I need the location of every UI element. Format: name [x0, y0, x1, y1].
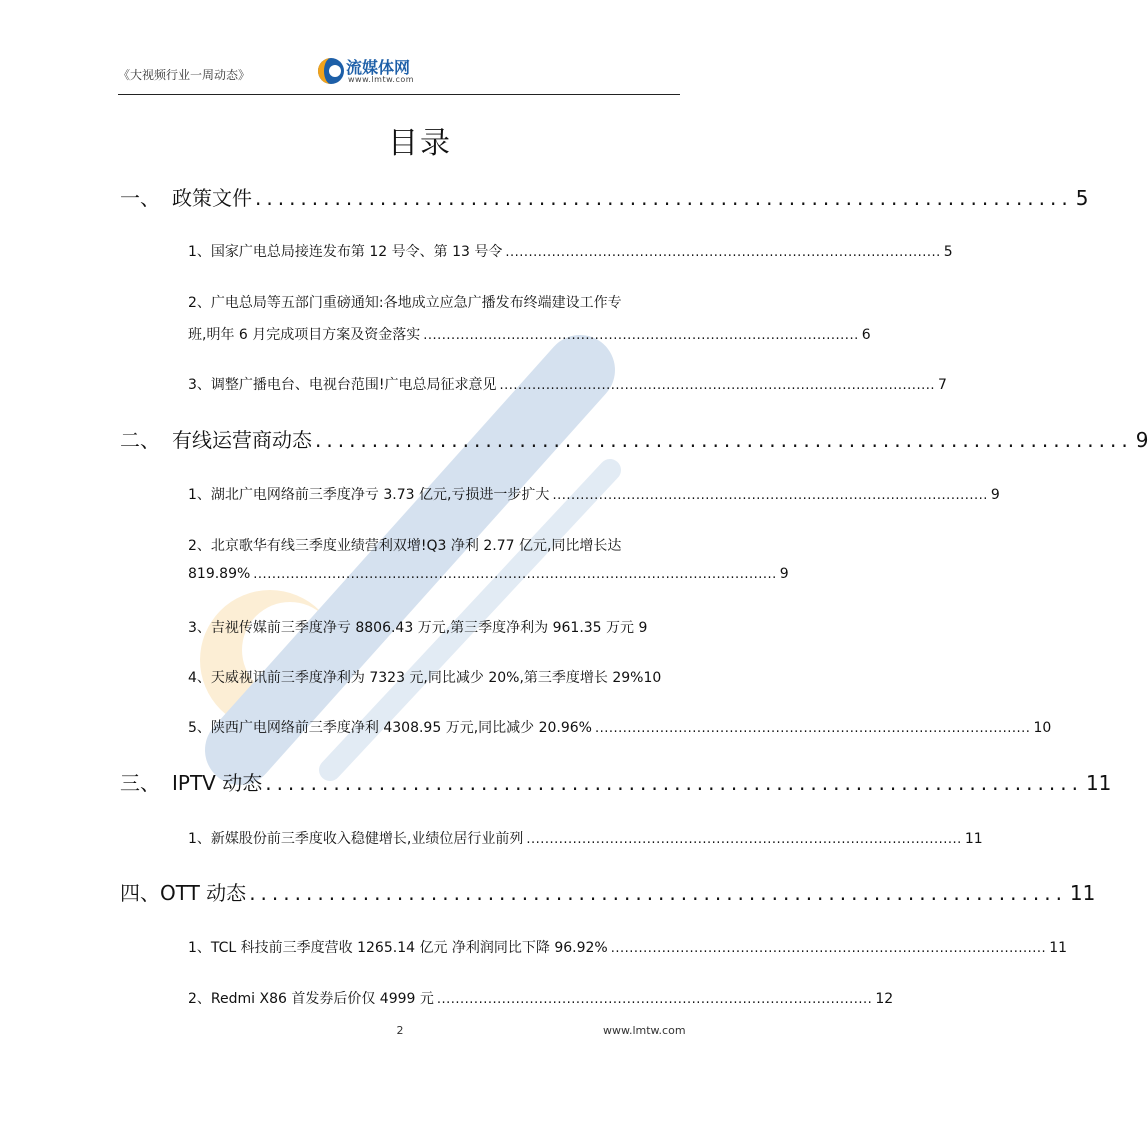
toc-page-number: 9	[779, 566, 789, 582]
toc-leader-dots: ..............................................................................................	[499, 378, 935, 393]
toc-section-title: 有线运营商动态	[172, 428, 312, 452]
toc-leader-dots: ..............................................................................................	[505, 245, 941, 260]
toc-item[interactable]	[188, 241, 953, 263]
toc-section-cable[interactable]	[120, 424, 1148, 452]
toc-leader-dots: ........................................................................	[249, 881, 1067, 905]
toc-leader-dots: ..............................................................................................	[552, 488, 988, 503]
toc-item[interactable]	[188, 828, 983, 850]
toc-page-number: 5	[943, 244, 953, 260]
toc-item[interactable]: 3、吉视传媒前三季度净亏 8806.43 万元,第三季度净利为 961.35 万元 9	[188, 620, 648, 636]
toc-leader-dots: ..............................................................................................	[436, 992, 873, 1007]
toc-item-title-line2: 班,明年 6 月完成项目方案及资金落实	[188, 327, 421, 343]
toc-page-number: 5	[1075, 186, 1089, 210]
toc-item-title: 3、调整广播电台、电视台范围!广电总局征求意见	[188, 377, 497, 393]
footer-page-number: 2	[396, 1024, 404, 1037]
toc-item[interactable]	[188, 374, 947, 396]
footer-url: www.lmtw.com	[603, 1024, 686, 1037]
toc-item-title: 1、国家广电总局接连发布第 12 号令、第 13 号令	[188, 244, 503, 260]
toc-item[interactable]	[188, 937, 1068, 959]
toc-section-policy[interactable]	[120, 182, 1089, 210]
toc-item[interactable]	[188, 324, 871, 346]
toc-leader-dots: ..............................................................................................	[526, 832, 962, 847]
toc-item[interactable]	[188, 484, 1000, 506]
toc-item-title: 1、湖北广电网络前三季度净亏 3.73 亿元,亏损进一步扩大	[188, 487, 550, 503]
toc-page-number: 11	[1049, 940, 1068, 956]
logo-url: www.lmtw.com	[348, 75, 415, 84]
logo-text: 流媒体网	[346, 58, 411, 77]
toc-item[interactable]: 4、天威视讯前三季度净利为 7323 元,同比减少 20%,第三季度增长 29%10	[188, 670, 662, 686]
toc-item-title-line1[interactable]: 2、广电总局等五部门重磅通知:各地成立应急广播发布终端建设工作专	[188, 295, 622, 311]
toc-section-number: 一、	[120, 186, 160, 210]
toc-section-title: 政策文件	[172, 186, 252, 210]
toc-leader-dots: ........................................................................	[315, 428, 1133, 452]
toc-item-title-line1[interactable]: 2、北京歌华有线三季度业绩营利双增!Q3 净利 2.77 亿元,同比增长达	[188, 538, 622, 554]
toc-leader-dots: .................................................................................................................	[253, 567, 777, 582]
toc-item-title: 5、陕西广电网络前三季度净利 4308.95 万元,同比减少 20.96%	[188, 720, 592, 736]
toc-page-number: 7	[937, 377, 947, 393]
toc-item[interactable]	[188, 717, 1052, 739]
toc-section-ott[interactable]	[120, 877, 1096, 905]
toc-page-number: 12	[875, 991, 894, 1007]
toc-page-number: 11	[1085, 771, 1112, 795]
logo-icon	[316, 56, 346, 86]
header-publication-title: 《大视频行业一周动态》	[118, 68, 251, 82]
toc-section-title: IPTV 动态	[172, 771, 263, 795]
toc-page-number: 10	[1033, 720, 1052, 736]
toc-leader-dots: ..............................................................................................	[610, 941, 1047, 956]
toc-item-title-line2: 819.89%	[188, 566, 251, 582]
toc-leader-dots: ........................................................................	[255, 186, 1073, 210]
toc-item[interactable]	[188, 566, 789, 588]
toc-page-number: 11	[964, 831, 983, 847]
toc-item-title: 1、新媒股份前三季度收入稳健增长,业绩位居行业前列	[188, 831, 524, 847]
toc-leader-dots: ..............................................................................................	[423, 328, 859, 343]
toc-page-number: 9	[990, 487, 1000, 503]
toc-section-number: 三、	[120, 771, 160, 795]
toc-item-title: 2、Redmi X86 首发券后价仅 4999 元	[188, 991, 434, 1007]
page-title: 目录	[388, 126, 452, 161]
header-divider	[118, 94, 680, 95]
toc-section-number: 二、	[120, 428, 160, 452]
toc-leader-dots: ..............................................................................................	[594, 721, 1031, 736]
toc-item[interactable]	[188, 988, 894, 1010]
toc-section-title: 四、OTT 动态	[120, 881, 247, 905]
toc-page-number: 6	[861, 327, 871, 343]
toc-page-number: 11	[1069, 881, 1096, 905]
toc-page-number: 9	[1135, 428, 1148, 452]
toc-section-iptv[interactable]	[120, 767, 1112, 795]
toc-leader-dots: ........................................................................	[265, 771, 1083, 795]
toc-item-title: 1、TCL 科技前三季度营收 1265.14 亿元 净利润同比下降 96.92%	[188, 940, 608, 956]
